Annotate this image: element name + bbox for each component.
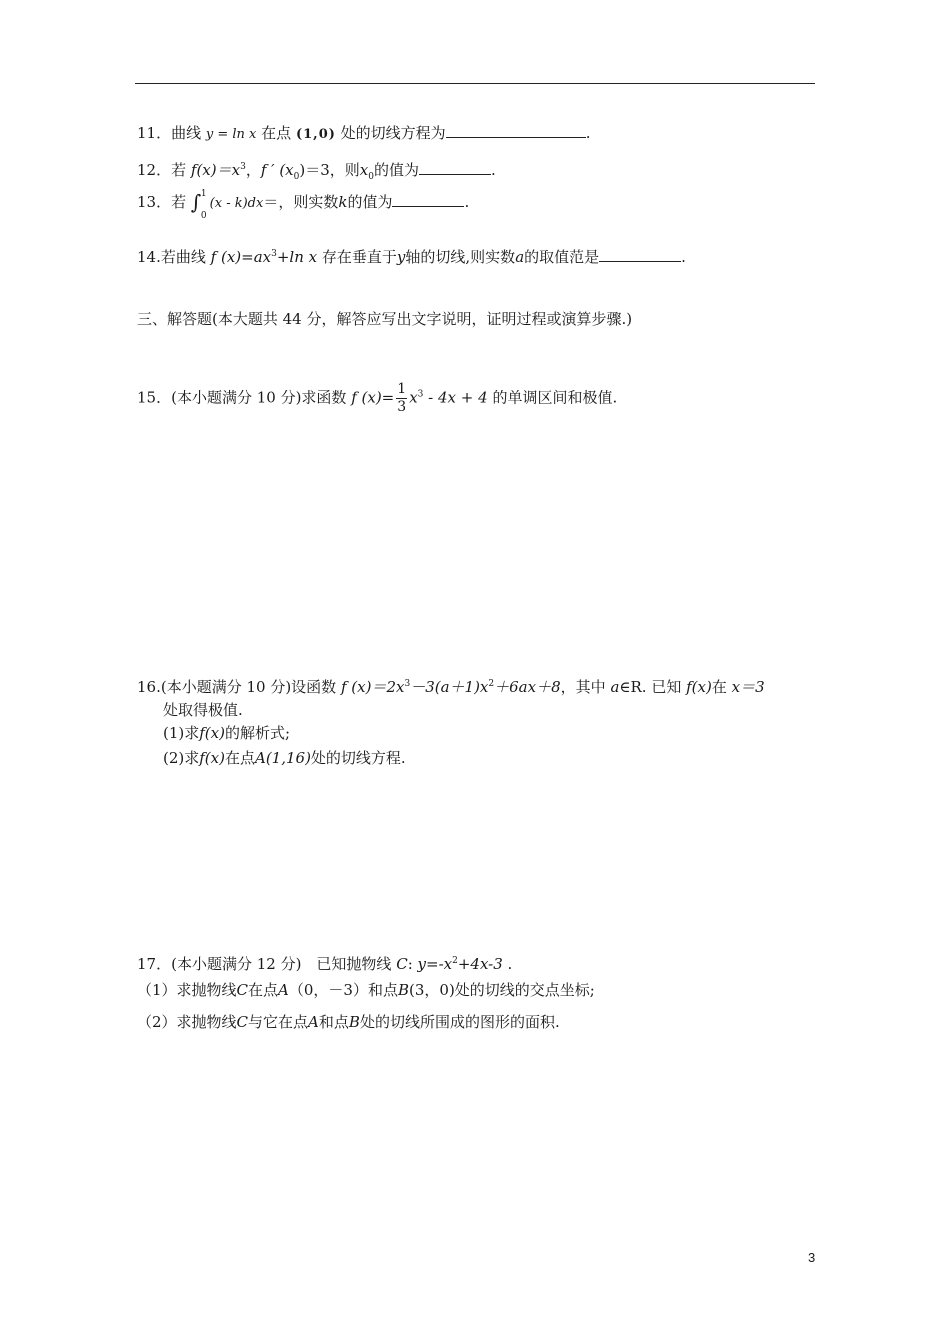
text: (2)求 bbox=[163, 749, 200, 767]
math-expression: +4x-3 bbox=[457, 955, 503, 973]
question-17 bbox=[137, 951, 512, 974]
math-expression: f (x)＝2x bbox=[340, 678, 405, 696]
math-variable: B bbox=[397, 981, 410, 999]
integral-sign: ∫ 1 0 bbox=[191, 192, 205, 214]
math-variable: B bbox=[348, 1013, 360, 1031]
math-variable: k bbox=[338, 193, 348, 211]
header-rule bbox=[135, 83, 815, 84]
text: (本小题满分 12 分) 已知抛物线 bbox=[171, 955, 392, 973]
integral-upper-limit: 1 bbox=[200, 189, 207, 199]
question-17-part-2 bbox=[137, 1012, 560, 1032]
text: . bbox=[585, 124, 591, 142]
text: (3，0)处的切线的交点坐标; bbox=[409, 981, 595, 999]
math-expression: f (x)=ax bbox=[210, 248, 272, 266]
text: 与它在点 bbox=[248, 1013, 309, 1031]
math-variable: A bbox=[308, 1013, 319, 1031]
text: （2）求抛物线 bbox=[137, 1013, 237, 1031]
question-11 bbox=[137, 123, 590, 145]
answer-blank bbox=[599, 247, 681, 262]
math-variable: C bbox=[236, 1013, 249, 1031]
exponent: 2 bbox=[452, 956, 458, 966]
text: 在点 bbox=[224, 749, 255, 767]
text: . bbox=[464, 193, 470, 211]
math-variable: C bbox=[396, 955, 408, 973]
text: 处的切线方程. bbox=[310, 749, 406, 767]
math-variable: y bbox=[396, 248, 406, 266]
math-variable: C bbox=[236, 981, 249, 999]
math-variable: A bbox=[278, 981, 289, 999]
text: 轴的切线,则实数 bbox=[405, 248, 516, 266]
question-number: 15． bbox=[137, 388, 172, 407]
math-variable: a bbox=[610, 678, 620, 696]
text: ，则实数 bbox=[278, 193, 339, 211]
text: ，其中 bbox=[560, 678, 606, 696]
text: 的取值范是 bbox=[524, 248, 600, 266]
question-16-line-2: 处取得极值. bbox=[163, 701, 243, 719]
text: 和点 bbox=[318, 1013, 349, 1031]
exponent: 2 bbox=[488, 679, 495, 689]
text: (本小题满分 10 分)求函数 bbox=[171, 388, 347, 407]
text: ∈R. 已知 bbox=[619, 678, 682, 696]
math-expression: x＝3 bbox=[731, 678, 765, 696]
text: 在点 bbox=[248, 981, 279, 999]
text: : bbox=[407, 955, 413, 973]
question-number: 13． bbox=[137, 193, 172, 211]
text: (1)求 bbox=[163, 724, 200, 742]
text: 若 bbox=[171, 193, 187, 211]
text: 在 bbox=[711, 678, 727, 696]
question-number: 17． bbox=[137, 955, 172, 973]
text: 的解析式; bbox=[224, 724, 291, 742]
math-expression: f(x) bbox=[199, 749, 225, 767]
answer-blank bbox=[446, 123, 586, 138]
question-number: 14. bbox=[137, 248, 161, 266]
exponent: 3 bbox=[417, 389, 424, 400]
question-number: 16. bbox=[137, 678, 161, 696]
math-expression: f (x)= bbox=[351, 388, 395, 407]
math-expression: －3(a＋1)x bbox=[410, 678, 489, 696]
math-expression: f ′ (x bbox=[260, 161, 294, 179]
math-variable: x bbox=[359, 161, 369, 179]
fraction-denominator: 3 bbox=[397, 399, 407, 415]
math-point: A(1,16) bbox=[254, 749, 311, 767]
text: ＝ bbox=[263, 193, 279, 211]
subscript: 0 bbox=[293, 172, 300, 182]
question-15 bbox=[137, 381, 617, 416]
text: (本小题满分 10 分)设函数 bbox=[160, 678, 337, 696]
text: （0，－3）和点 bbox=[288, 981, 398, 999]
text: 若曲线 bbox=[160, 248, 206, 266]
subscript: 0 bbox=[368, 172, 374, 182]
question-16 bbox=[137, 674, 765, 697]
text: 曲线 bbox=[171, 124, 202, 142]
math-expression: f(x) bbox=[199, 724, 225, 742]
math-expression: +ln x bbox=[276, 248, 318, 266]
page-number: 3 bbox=[808, 1250, 816, 1265]
question-13 bbox=[137, 189, 470, 221]
question-16-part-1 bbox=[163, 723, 290, 743]
math-expression: - 4x + 4 bbox=[428, 388, 488, 407]
text: . bbox=[681, 248, 686, 266]
math-expression: y=-x bbox=[417, 955, 453, 973]
exponent: 3 bbox=[271, 249, 277, 259]
math-expression: ＋6ax＋8 bbox=[494, 678, 561, 696]
math-point: (1,0) bbox=[295, 127, 336, 142]
question-number: 12． bbox=[137, 161, 172, 179]
question-16-part-2 bbox=[163, 748, 406, 768]
text: . bbox=[502, 955, 513, 973]
math-variable: a bbox=[515, 248, 525, 266]
text: 若 bbox=[171, 161, 187, 179]
answer-blank bbox=[419, 160, 491, 175]
math-expression: )＝3 bbox=[299, 161, 330, 179]
fraction-numerator: 1 bbox=[397, 381, 407, 397]
math-variable: x bbox=[409, 388, 418, 407]
fraction bbox=[396, 381, 407, 416]
text: . bbox=[491, 161, 496, 179]
text: ，则 bbox=[329, 161, 360, 179]
text: 的单调区间和极值. bbox=[492, 388, 618, 407]
text: （1）求抛物线 bbox=[137, 981, 237, 999]
question-number: 11． bbox=[137, 124, 172, 142]
text: 在点 bbox=[261, 124, 292, 142]
section-heading: 三、解答题(本大题共 44 分，解答应写出文字说明，证明过程或演算步骤.) bbox=[137, 310, 633, 328]
integrand: (x - k)dx bbox=[209, 196, 264, 211]
text: 处的切线方程为 bbox=[340, 124, 446, 142]
text: ， bbox=[245, 161, 261, 179]
answer-blank bbox=[392, 192, 464, 207]
text: 存在垂直于 bbox=[321, 248, 397, 266]
math-expression: y = ln x bbox=[205, 127, 257, 142]
math-expression: f(x)＝x bbox=[190, 161, 241, 179]
text: 的值为 bbox=[374, 161, 420, 179]
text: 的值为 bbox=[347, 193, 393, 211]
question-17-part-1 bbox=[137, 980, 595, 1000]
exponent: 3 bbox=[240, 162, 246, 172]
text: 处的切线所围成的图形的面积. bbox=[359, 1013, 560, 1031]
integral-lower-limit: 0 bbox=[200, 211, 207, 221]
exponent: 3 bbox=[404, 679, 411, 689]
question-14 bbox=[137, 244, 686, 267]
math-expression: f(x) bbox=[686, 678, 712, 696]
question-12 bbox=[137, 157, 496, 187]
